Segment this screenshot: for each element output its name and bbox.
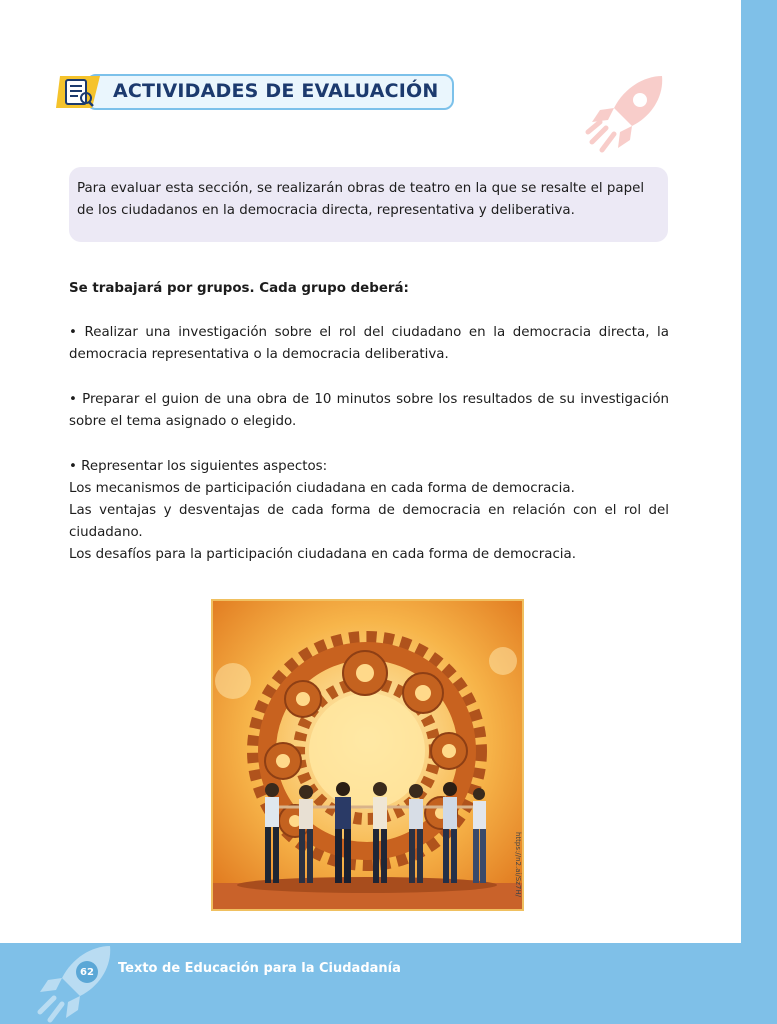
instructions-lead: Se trabajará por grupos. Cada grupo deberá: bbox=[69, 281, 409, 296]
page-number: 62 bbox=[76, 961, 98, 983]
bullet-script: • Preparar el guion de una obra de 10 minutos sobre los resultados de su investigación sobre el tema asignado o elegido. bbox=[69, 392, 669, 429]
rocket-icon bbox=[584, 68, 674, 158]
book-title: Texto de Educación para la Ciudadanía bbox=[118, 961, 401, 976]
aspect-mechanisms: Los mecanismos de participación ciudadana en cada forma de democracia. bbox=[69, 481, 575, 496]
bullet-research: • Realizar una investigación sobre el rol del ciudadano en la democracia directa, la democracia representativa o la democracia deliberativa. bbox=[69, 325, 669, 362]
aspect-challenges: Los desafíos para la participación ciudadana en cada forma de democracia. bbox=[69, 547, 576, 562]
aspect-advantages: Las ventajas y desventajas de cada forma de democracia en relación con el rol del ciudadano. bbox=[69, 503, 669, 540]
image-credit: https://n2.ai/Sz7H/ bbox=[514, 832, 522, 897]
bullet-represent: • Representar los siguientes aspectos: bbox=[69, 459, 328, 474]
gears-illustration bbox=[211, 599, 524, 911]
intro-box: Para evaluar esta sección, se realizarán obras de teatro en la que se resalte el papel de los ciudadanos en la democracia directa, representativa y deliberativa. bbox=[69, 167, 668, 242]
rocket-icon bbox=[30, 940, 120, 1024]
side-accent-bar bbox=[741, 0, 777, 1024]
section-title: ACTIVIDADES DE EVALUACIÓN bbox=[113, 80, 439, 102]
evaluation-icon bbox=[56, 72, 106, 112]
